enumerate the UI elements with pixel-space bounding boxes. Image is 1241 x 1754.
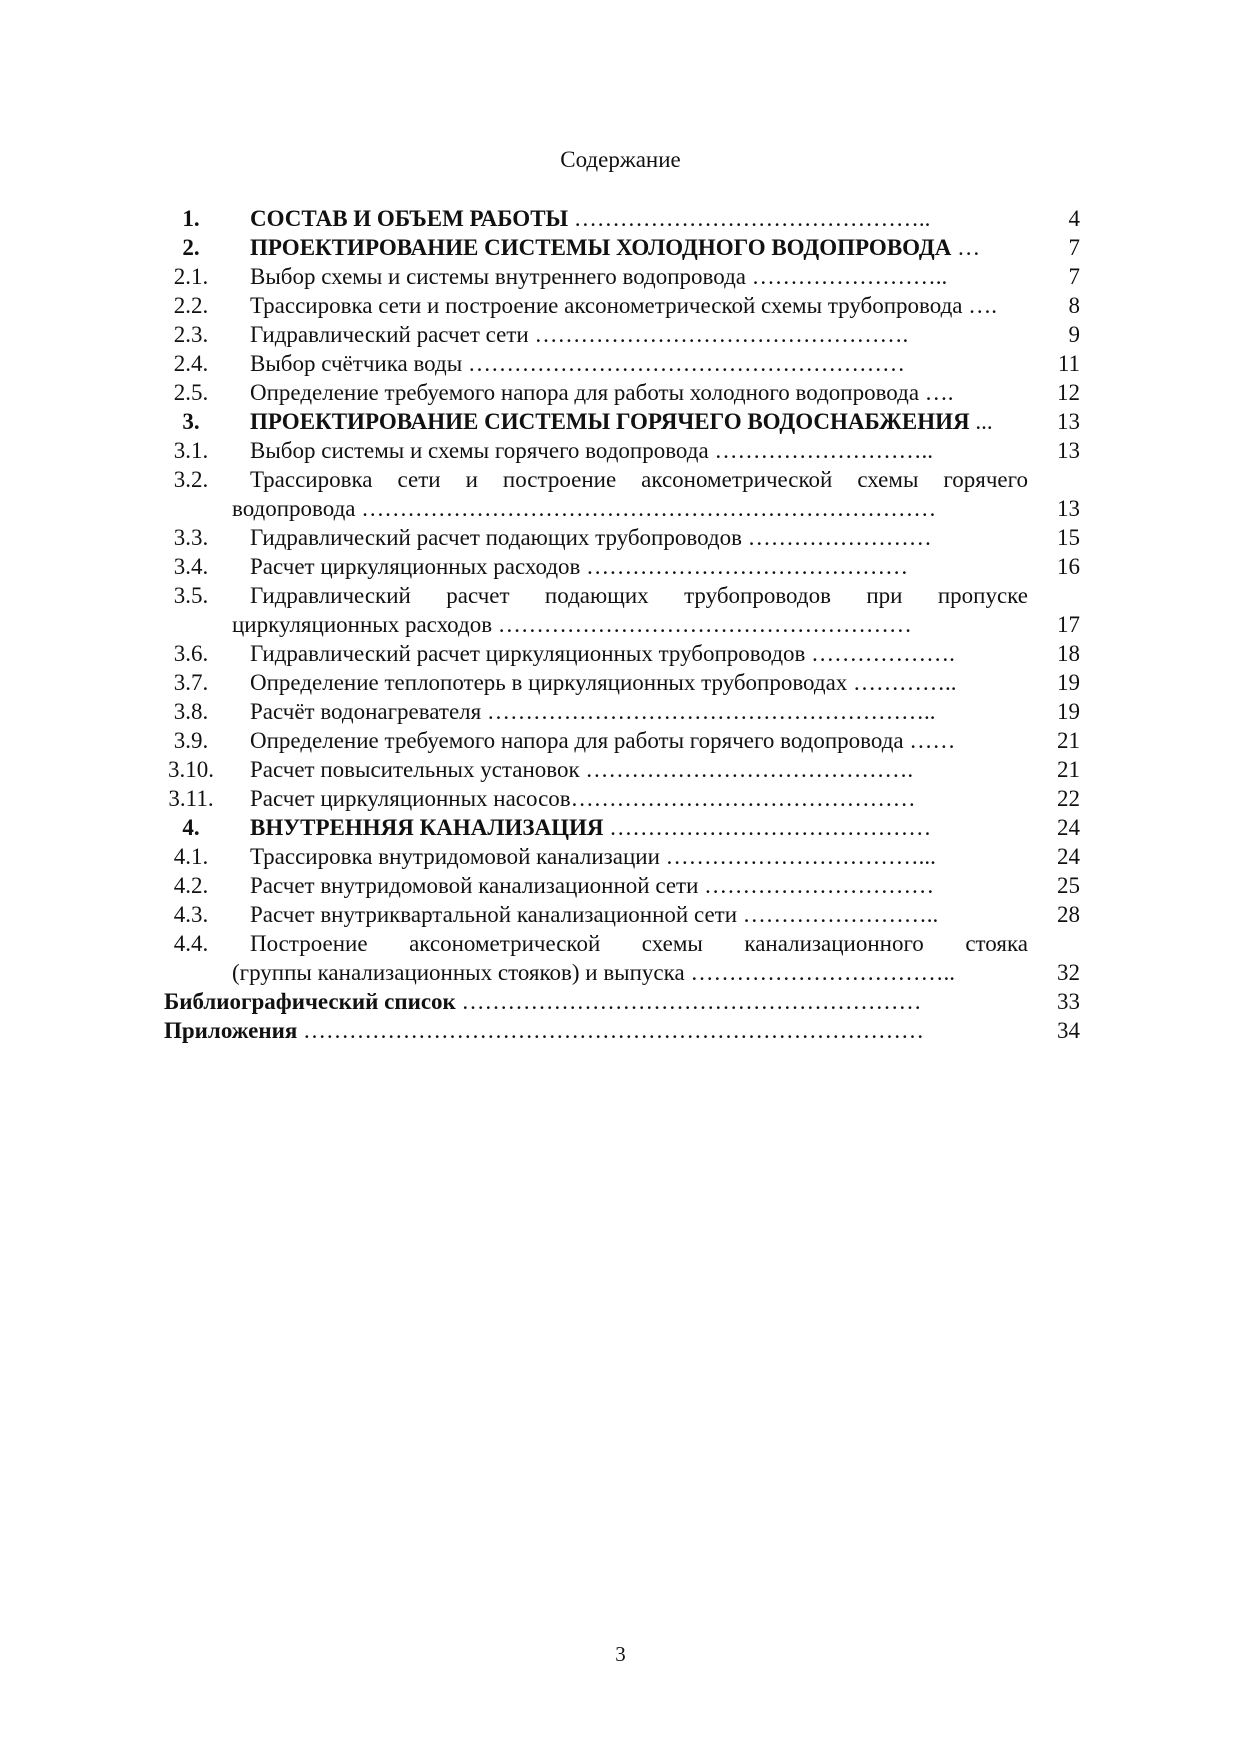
toc-entry[interactable] <box>150 523 1080 552</box>
entry-title-continuation: циркуляционных расходов <box>232 612 493 637</box>
entry-number: 2.5. <box>173 380 209 405</box>
entry-title: Гидравлический расчет подающих трубопроводов <box>250 525 742 550</box>
toc-entry[interactable] <box>150 291 1080 320</box>
toc-entry[interactable] <box>150 262 1080 291</box>
dot-leader: …………………………………………………… <box>455 989 922 1014</box>
dot-leader: ……………………………………….. <box>568 206 931 231</box>
entry-page: 16 <box>1057 554 1080 579</box>
dot-leader: …… <box>903 728 956 753</box>
entry-page: 7 <box>1068 235 1080 260</box>
entry-page: 17 <box>1057 612 1080 637</box>
entry-title: Определение требуемого напора для работы горячего водопровода <box>250 728 904 753</box>
toc-entry[interactable] <box>150 581 1080 610</box>
entry-page: 18 <box>1057 641 1080 666</box>
entry-page: 21 <box>1057 728 1080 753</box>
entry-page: 34 <box>1057 1018 1080 1043</box>
entry-title: Расчет циркуляционных расходов <box>250 554 581 579</box>
dot-leader: …. <box>919 380 954 405</box>
toc-entry-continuation[interactable] <box>150 494 1080 523</box>
toc-entry[interactable] <box>150 668 1080 697</box>
entry-page: 12 <box>1057 380 1080 405</box>
toc-entry[interactable] <box>150 842 1080 871</box>
toc-entry[interactable] <box>150 204 1080 233</box>
dot-leader: ……………………………………. <box>579 757 914 782</box>
entry-title: ПРОЕКТИРОВАНИЕ СИСТЕМЫ ХОЛОДНОГО ВОДОПРОВОДА <box>250 235 952 260</box>
toc-entry[interactable] <box>150 639 1080 668</box>
entry-title: ПРОЕКТИРОВАНИЕ СИСТЕМЫ ГОРЯЧЕГО ВОДОСНАБЖЕНИЯ <box>250 409 970 434</box>
table-of-contents <box>150 204 1080 1045</box>
dot-leader: ………………………………………………….. <box>481 699 936 724</box>
dot-leader: ……………………………………………… <box>492 612 912 637</box>
toc-entry[interactable] <box>150 784 1080 813</box>
entry-number: 3.10. <box>168 757 214 782</box>
page-number: 3 <box>615 1642 626 1666</box>
entry-title: Трассировка внутридомовой канализации <box>250 844 660 869</box>
entry-page: 19 <box>1057 699 1080 724</box>
toc-entry[interactable] <box>150 871 1080 900</box>
dot-leader: ……………………………………… <box>570 786 916 811</box>
toc-entry-continuation[interactable] <box>150 958 1080 987</box>
toc-entry[interactable] <box>150 349 1080 378</box>
entry-number: 2.3. <box>173 322 209 347</box>
dot-leader: ………….. <box>847 670 957 695</box>
dot-leader: ………………………………………………… <box>462 351 905 376</box>
entry-number: 4.3. <box>173 902 209 927</box>
entry-number: 3.9. <box>173 728 209 753</box>
dot-leader: …. <box>962 293 998 318</box>
entry-title: Расчет внутриквартальной канализационной сети <box>250 902 738 927</box>
entry-page: 25 <box>1057 873 1080 898</box>
entry-number: 3.5. <box>173 583 209 608</box>
entry-number: 4.2. <box>173 873 209 898</box>
dot-leader: …………………… <box>741 525 932 550</box>
entry-number: 3.6. <box>173 641 209 666</box>
entry-title: Гидравлический расчет сети <box>250 322 529 347</box>
toc-entry[interactable] <box>150 755 1080 784</box>
page-title: Содержание <box>560 147 681 172</box>
toc-entry[interactable] <box>150 552 1080 581</box>
entry-page: 24 <box>1057 815 1080 840</box>
entry-page: 4 <box>1068 206 1080 231</box>
entry-page: 13 <box>1057 496 1080 521</box>
entry-number: 3. <box>182 409 200 434</box>
entry-title: Построение аксонометрической схемы канализационного стояка <box>250 931 1028 956</box>
entry-page: 9 <box>1068 322 1080 347</box>
entry-title: Расчёт водонагревателя <box>250 699 482 724</box>
toc-entry[interactable] <box>150 726 1080 755</box>
entry-title-continuation: (группы канализационных стояков) и выпуска <box>232 960 685 985</box>
entry-page: 11 <box>1057 351 1080 376</box>
dot-leader: ………………………………………………………………… <box>355 496 937 521</box>
entry-title: Определение теплопотерь в циркуляционных трубопроводах <box>250 670 848 695</box>
toc-entry[interactable] <box>150 407 1080 436</box>
entry-title: ВНУТРЕННЯЯ КАНАЛИЗАЦИЯ <box>250 815 604 840</box>
entry-title: Определение требуемого напора для работы холодного водопровода <box>250 380 920 405</box>
dot-leader: …………………….. <box>746 264 948 289</box>
toc-entry-appendices[interactable] <box>150 1016 1080 1045</box>
entry-page: 7 <box>1068 264 1080 289</box>
entry-number: 3.1. <box>173 438 209 463</box>
entry-title: Гидравлический расчет подающих трубопроводов при пропуске <box>250 583 1028 608</box>
entry-title: Трассировка сети и построение аксонометрической схемы трубопровода <box>250 293 963 318</box>
entry-number: 2.2. <box>173 293 209 318</box>
toc-entry[interactable] <box>150 436 1080 465</box>
entry-title: Гидравлический расчет циркуляционных трубопроводов <box>250 641 806 666</box>
dot-leader: ………………………… <box>698 873 935 898</box>
entry-number: 3.8. <box>173 699 209 724</box>
toc-entry[interactable] <box>150 320 1080 349</box>
dot-leader: ……………………………... <box>659 844 936 869</box>
entry-title: Расчет циркуляционных насосов <box>250 786 571 811</box>
toc-entry[interactable] <box>150 378 1080 407</box>
entry-page: 21 <box>1057 757 1080 782</box>
entry-number: 1. <box>182 206 200 231</box>
dot-leader: …………………………………… <box>603 815 932 840</box>
dot-leader: ……………………………………………………………………… <box>297 1018 925 1043</box>
entry-number: 2.1. <box>173 264 209 289</box>
dot-leader: ... <box>969 409 993 434</box>
entry-page: 19 <box>1057 670 1080 695</box>
entry-number: 3.2. <box>173 467 209 492</box>
dot-leader: …………………………………… <box>580 554 909 579</box>
toc-entry[interactable] <box>150 900 1080 929</box>
entry-number: 3.11. <box>168 786 214 811</box>
dot-leader: ……………………….. <box>708 438 933 463</box>
entry-number: 3.3. <box>173 525 209 550</box>
entry-number: 2. <box>182 235 200 260</box>
entry-number: 3.4. <box>173 554 209 579</box>
entry-title: Приложения <box>164 1018 298 1043</box>
dot-leader: …………………….. <box>737 902 939 927</box>
entry-title-continuation: водопровода <box>232 496 356 521</box>
toc-entry[interactable] <box>150 697 1080 726</box>
entry-title: Расчет повысительных установок <box>250 757 580 782</box>
entry-page: 32 <box>1057 960 1080 985</box>
toc-entry[interactable] <box>150 813 1080 842</box>
entry-number: 2.4. <box>173 351 209 376</box>
toc-entry-bibliography[interactable] <box>150 987 1080 1016</box>
toc-entry[interactable] <box>150 465 1080 494</box>
entry-number: 4. <box>182 815 200 840</box>
toc-entry[interactable] <box>150 233 1080 262</box>
entry-page: 33 <box>1057 989 1080 1014</box>
dot-leader: …………………………………………. <box>528 322 909 347</box>
entry-title: Выбор системы и схемы горячего водопровода <box>250 438 709 463</box>
entry-title: Выбор схемы и системы внутреннего водопровода <box>250 264 746 289</box>
entry-title: Выбор счётчика воды <box>250 351 463 376</box>
entry-page: 13 <box>1057 409 1080 434</box>
entry-page: 15 <box>1057 525 1080 550</box>
dot-leader: ………………. <box>805 641 955 666</box>
entry-page: 24 <box>1057 844 1080 869</box>
entry-title: Трассировка сети и построение аксонометрической схемы горячего <box>250 467 1028 492</box>
entry-page: 28 <box>1057 902 1080 927</box>
entry-title: Библиографический список <box>164 989 456 1014</box>
toc-entry-continuation[interactable] <box>150 610 1080 639</box>
entry-page: 22 <box>1057 786 1080 811</box>
entry-page: 13 <box>1057 438 1080 463</box>
toc-entry[interactable] <box>150 929 1080 958</box>
entry-number: 4.1. <box>173 844 209 869</box>
entry-number: 4.4. <box>173 931 209 956</box>
entry-number: 3.7. <box>173 670 209 695</box>
dot-leader: …………………………….. <box>684 960 955 985</box>
dot-leader: … <box>951 235 981 260</box>
entry-title: СОСТАВ И ОБЪЕМ РАБОТЫ <box>250 206 569 231</box>
entry-title: Расчет внутридомовой канализационной сети <box>250 873 699 898</box>
entry-page: 8 <box>1068 293 1080 318</box>
